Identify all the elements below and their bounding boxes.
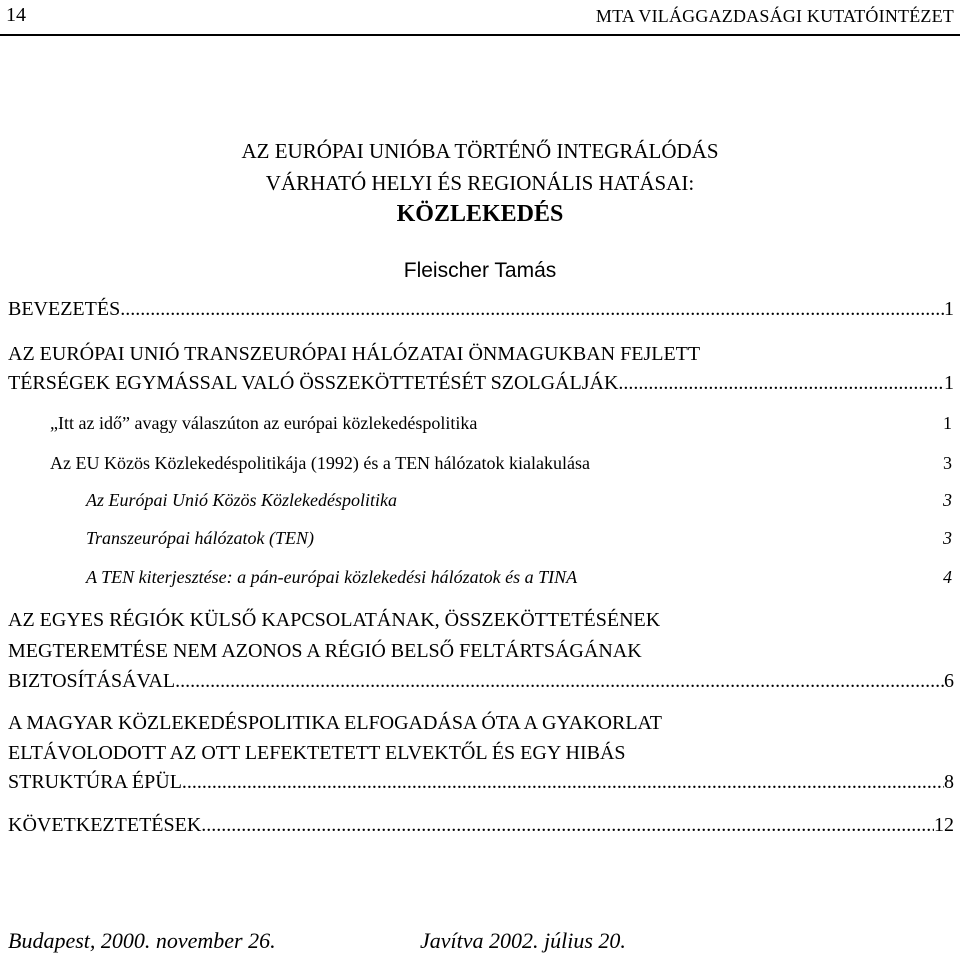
toc-entry-title: Az Európai Unió Közös Közlekedéspolitika — [86, 490, 397, 510]
toc-entry-title: STRUKTÚRA ÉPÜL — [8, 771, 182, 793]
toc-entry-section1[interactable] — [8, 372, 954, 395]
header-rule — [0, 34, 960, 36]
toc-entry-title: Az EU Közös Közlekedéspolitikája (1992) és a TEN hálózatok kialakulása — [50, 453, 590, 473]
dot-leader — [201, 814, 934, 837]
toc-sub-entry-1[interactable] — [50, 413, 952, 434]
toc-page-number: 4 — [943, 567, 952, 587]
toc-entry-title: BIZTOSÍTÁSÁVAL — [8, 670, 176, 692]
toc-page-number: 12 — [934, 814, 954, 836]
toc-page-number: 1 — [943, 413, 952, 433]
toc-page-number: 1 — [944, 372, 954, 394]
toc-entry-kovetkeztetesek[interactable] — [8, 814, 954, 837]
page-number: 14 — [6, 4, 26, 26]
title-line-3: KÖZLEKEDÉS — [396, 201, 564, 227]
dot-leader — [618, 372, 944, 395]
running-header: MTA VILÁGGAZDASÁGI KUTATÓINTÉZET — [595, 6, 954, 26]
dot-leader — [182, 771, 944, 794]
toc-entry-section2-line2[interactable]: MEGTEREMTÉSE NEM AZONOS A RÉGIÓ BELSŐ FELTÁRTSÁGÁNAK — [8, 640, 642, 662]
toc-entry-section3-line1[interactable]: A MAGYAR KÖZLEKEDÉSPOLITIKA ELFOGADÁSA ÓTA A GYAKORLAT — [8, 712, 662, 734]
toc-page-number: 3 — [943, 528, 952, 548]
dot-leader — [120, 298, 944, 321]
toc-entry-section1-line1[interactable]: AZ EURÓPAI UNIÓ TRANSZEURÓPAI HÁLÓZATAI ÖNMAGUKBAN FEJLETT — [8, 343, 701, 365]
toc-sub-entry-2b[interactable] — [86, 528, 952, 549]
toc-page-number: 6 — [944, 670, 954, 692]
toc-entry-section3-line2[interactable]: ELTÁVOLODOTT AZ OTT LEFEKTETETT ELVEKTŐL ÉS EGY HIBÁS — [8, 742, 626, 764]
toc-page-number: 1 — [944, 298, 954, 320]
toc-entry-section2[interactable] — [8, 670, 954, 693]
dot-leader — [175, 670, 944, 693]
title-line-1: AZ EURÓPAI UNIÓBA TÖRTÉNŐ INTEGRÁLÓDÁS — [241, 139, 719, 163]
toc-page-number: 3 — [943, 490, 952, 510]
toc-entry-section2-line1[interactable]: AZ EGYES RÉGIÓK KÜLSŐ KAPCSOLATÁNAK, ÖSSZEKÖTTETÉSÉNEK — [8, 609, 661, 631]
toc-sub-entry-2a[interactable] — [86, 490, 952, 511]
toc-entry-title: A TEN kiterjesztése: a pán-európai közlekedési hálózatok és a TINA — [86, 567, 578, 587]
toc-entry-title: Transzeurópai hálózatok (TEN) — [86, 528, 315, 548]
toc-entry-title: TÉRSÉGEK EGYMÁSSAL VALÓ ÖSSZEKÖTTETÉSÉT SZOLGÁLJÁK — [8, 372, 619, 394]
footer-place-date: Budapest, 2000. november 26. — [8, 928, 276, 953]
toc-entry-title: „Itt az idő” avagy válaszúton az európai közlekedéspolitika — [50, 413, 478, 433]
toc-page-number: 3 — [943, 453, 952, 473]
footer-revised-date: Javítva 2002. július 20. — [420, 928, 626, 953]
author: Fleischer Tamás — [403, 259, 557, 282]
toc-entry-section3[interactable] — [8, 771, 954, 794]
toc-entry-title: KÖVETKEZTETÉSEK — [8, 814, 202, 836]
toc-sub-entry-2[interactable] — [50, 453, 952, 474]
toc-sub-entry-2c[interactable] — [86, 567, 952, 588]
toc-page-number: 8 — [944, 771, 954, 793]
toc-entry-bevezetes[interactable] — [8, 298, 954, 321]
title-line-2: VÁRHATÓ HELYI ÉS REGIONÁLIS HATÁSAI: — [265, 171, 695, 195]
toc-entry-title: BEVEZETÉS — [8, 298, 121, 320]
